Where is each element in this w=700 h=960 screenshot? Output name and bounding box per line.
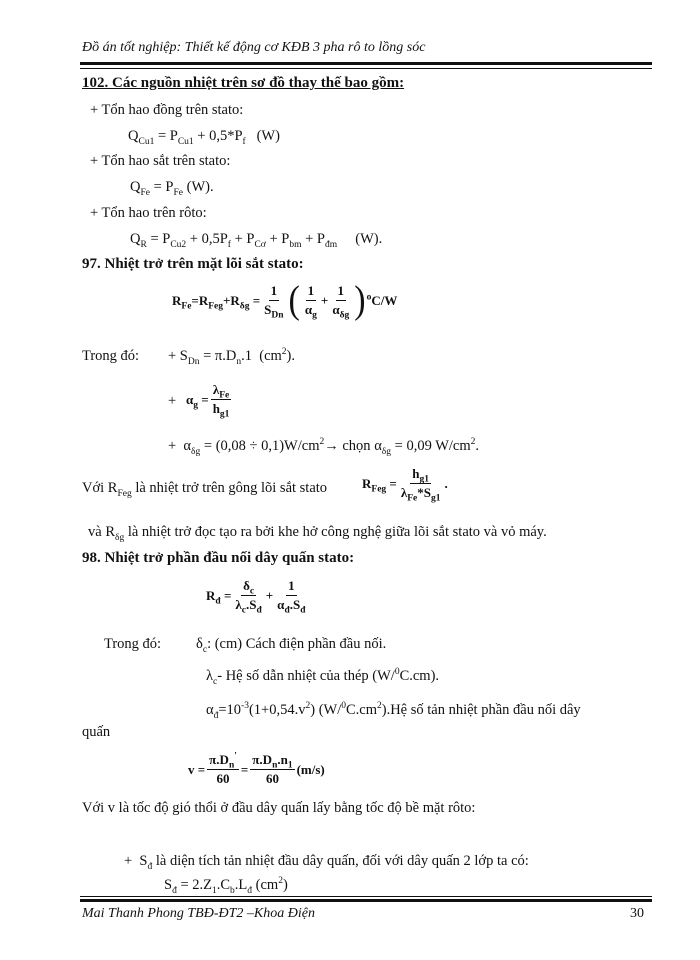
lambda-unit: C.cm). — [399, 668, 440, 684]
s98-lambda-line: $\lambda_c-$ Hệ số dẫn nhiệt của thép (W/$^0$C.cm). — [206, 667, 440, 687]
formula-alpha-g: $\alpha_g$ = $\frac{\lambda_{Fe}}{h_{g1}}$ — [186, 382, 230, 420]
formula-qr: $Q_R = P_{Cu2} + 0,5P_f + P_{Cơ} + P_{bm} + P_{đm}$ (W). — [130, 231, 383, 250]
item-rotor-loss-label: + Tổn hao trên rôto: — [90, 205, 207, 221]
va-desc: là nhiệt trở đọc tạo ra bởi khe hở công nghệ giữa lõi sắt stato và vỏ máy. — [127, 524, 547, 540]
s97-va-line: và $R_{\delta g}$ là nhiệt trở đọc tạo ra bởi khe hở công nghệ giữa lõi sắt stato và vỏ máy. — [88, 524, 547, 543]
item-copper-loss-label: + Tổn hao đồng trên stato: — [90, 102, 244, 118]
va-label: và — [88, 524, 102, 540]
header-rule-thick — [80, 62, 652, 65]
footer-rule-thin — [80, 896, 652, 897]
section-102-heading: 102. Các nguồn nhiệt trên sơ đồ thay thế bao gồm: — [82, 75, 405, 91]
plus-sign: + — [168, 393, 177, 409]
chon-label: chọn — [342, 438, 371, 454]
item-iron-loss-label: + Tổn hao sắt trên stato: — [90, 153, 231, 169]
alpha-desc: ).Hệ số tản nhiệt phần đầu nối dây — [381, 702, 581, 718]
voi-label: Với — [82, 480, 105, 496]
voi-desc: là nhiệt trở trên gông lõi sắt stato — [135, 480, 328, 496]
formula-sdn: + $S_{Dn} = \pi.D_n.1$ $(cm^2)$. — [168, 347, 295, 367]
s98-trong-do: Trong đó: — [104, 636, 162, 652]
s98-v-desc: Với v là tốc độ gió thổi ở đầu dây quấn lấy bằng tốc độ bề mặt rôto: — [82, 800, 476, 816]
header-title: Đồ án tốt nghiệp: Thiết kế động cơ KĐB 3 pha rô to lồng sóc — [82, 40, 426, 55]
s98-delta-line: $\delta_c$: (cm) Cách điện phần đầu nối. — [196, 636, 387, 655]
formula-alpha-delta-g: + $\alpha_{\delta g} = (0,08 \div 0,1)W/cm^2\to$ chọn $\alpha_{\delta g} = 0,09$ $W/cm^2$. — [168, 437, 480, 457]
formula-rd: $R_đ$ = $\frac{\delta_c}{\lambda_c.S_đ}$ + $\frac{1}{\alpha_đ.S_đ}$ — [206, 578, 306, 616]
page-number: 30 — [630, 906, 644, 921]
formula-qcu1: $Q_{Cu1} = P_{Cu1} + 0,5*P_f$ (W) — [128, 128, 280, 147]
section-98-heading: 98. Nhiệt trở phần đầu nối dây quấn stato: — [82, 550, 355, 566]
section-97-heading: 97. Nhiệt trở trên mặt lõi sắt stato: — [82, 256, 304, 272]
header-rule-thin — [80, 68, 652, 69]
sd-desc: là diện tích tản nhiệt đầu dây quấn, đối với dây quấn 2 lớp ta có: — [155, 853, 529, 869]
delta-desc: : (cm) Cách điện phần đầu nối. — [207, 636, 387, 652]
footer-rule-thick — [80, 899, 652, 902]
s98-alpha-line: $\alpha_đ=10^{-3}(1+0,54.v^2)$ $(W/^0C.cm^2).Hệ$ số tản nhiệt phần đầu nối dây — [206, 701, 581, 721]
footer-author: Mai Thanh Phong TBĐ-ĐT2 –Khoa Điện — [82, 906, 315, 921]
s97-trong-do: Trong đó: — [82, 348, 140, 364]
formula-rfeg: $R_{Feg}$ = $\frac{h_{g1}}{\lambda_{Fe}*S_{g1}}$ . — [362, 466, 448, 504]
formula-qfe: $Q_{Fe} = P_{Fe}$ (W). — [130, 179, 214, 198]
s97-voi-line: Với $R_{Feg}$ là nhiệt trở trên gông lõi sắt stato — [82, 480, 328, 499]
s98-sd-line: + $S_đ$ là diện tích tản nhiệt đầu dây quấn, đối với dây quấn 2 lớp ta có: — [124, 853, 529, 872]
formula-rfe: $R_{Fe}=R_{Feg}+R_{\delta g}$ = $\frac{1}{S_{Dn}}$ ( $\frac{1}{\alpha_g}$ + $\frac{1}{\alpha_{\delta g}}$ ) $^o$C/W — [172, 278, 398, 322]
formula-v: v = $\frac{\pi.D_n'}{60}$ = $\frac{\pi.D_n.n_1}{60}$ (m/s) — [188, 751, 325, 786]
s98-quan: quấn — [82, 724, 111, 740]
formula-sd: $S_đ = 2.Z_1.C_b.L_đ$ $(cm^2)$ — [164, 876, 288, 896]
lambda-desc: - Hệ số dẫn nhiệt của thép (W/ — [217, 668, 395, 684]
